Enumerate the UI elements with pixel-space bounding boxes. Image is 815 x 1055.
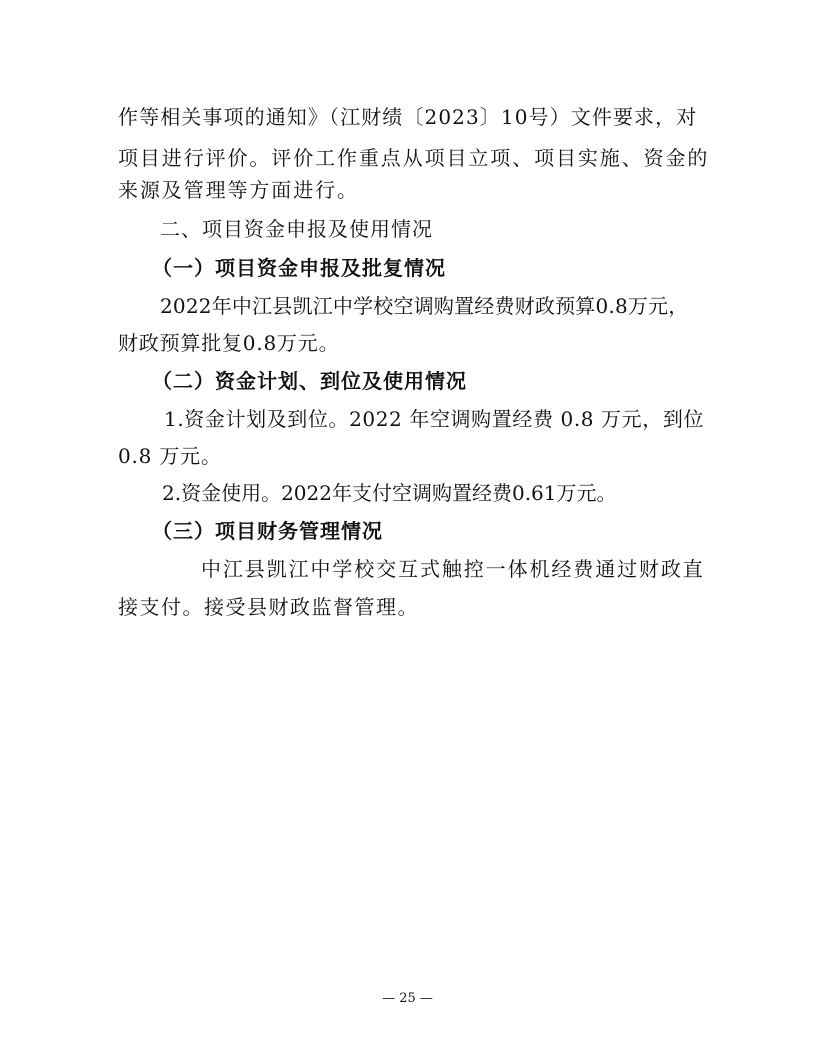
subsection-heading: （一）项目资金申报及批复情况 bbox=[152, 256, 446, 280]
paragraph-line: 中江县凯江中学校交互式触控一体机经费通过财政直 bbox=[201, 557, 705, 581]
section-heading: 二、项目资金申报及使用情况 bbox=[160, 217, 433, 241]
paragraph-line: 接支付。接受县财政监督管理。 bbox=[118, 595, 419, 619]
paragraph-line: 1.资金计划及到位。2022 年空调购置经费 0.8 万元，到位 bbox=[164, 407, 705, 431]
subsection-heading: （二）资金计划、到位及使用情况 bbox=[152, 369, 467, 393]
subsection-heading: （三）项目财务管理情况 bbox=[152, 519, 383, 543]
paragraph-line: 0.8 万元。 bbox=[118, 444, 222, 468]
paragraph-line: 财政预算批复0.8万元。 bbox=[118, 331, 340, 355]
paragraph-line: 项目进行评价。评价工作重点从项目立项、项目实施、资金的 bbox=[118, 146, 710, 170]
paragraph-line: 2.资金使用。2022年支付空调购置经费0.61万元。 bbox=[162, 481, 617, 505]
page-number: — 25 — bbox=[382, 991, 433, 1006]
paragraph-line: 2022年中江县凯江中学校空调购置经费财政预算0.8万元， bbox=[160, 294, 689, 318]
paragraph-line: 作等相关事项的通知》（江财绩〔2023〕10号）文件要求，对 bbox=[118, 105, 698, 129]
paragraph-line: 来源及管理等方面进行。 bbox=[118, 178, 359, 202]
